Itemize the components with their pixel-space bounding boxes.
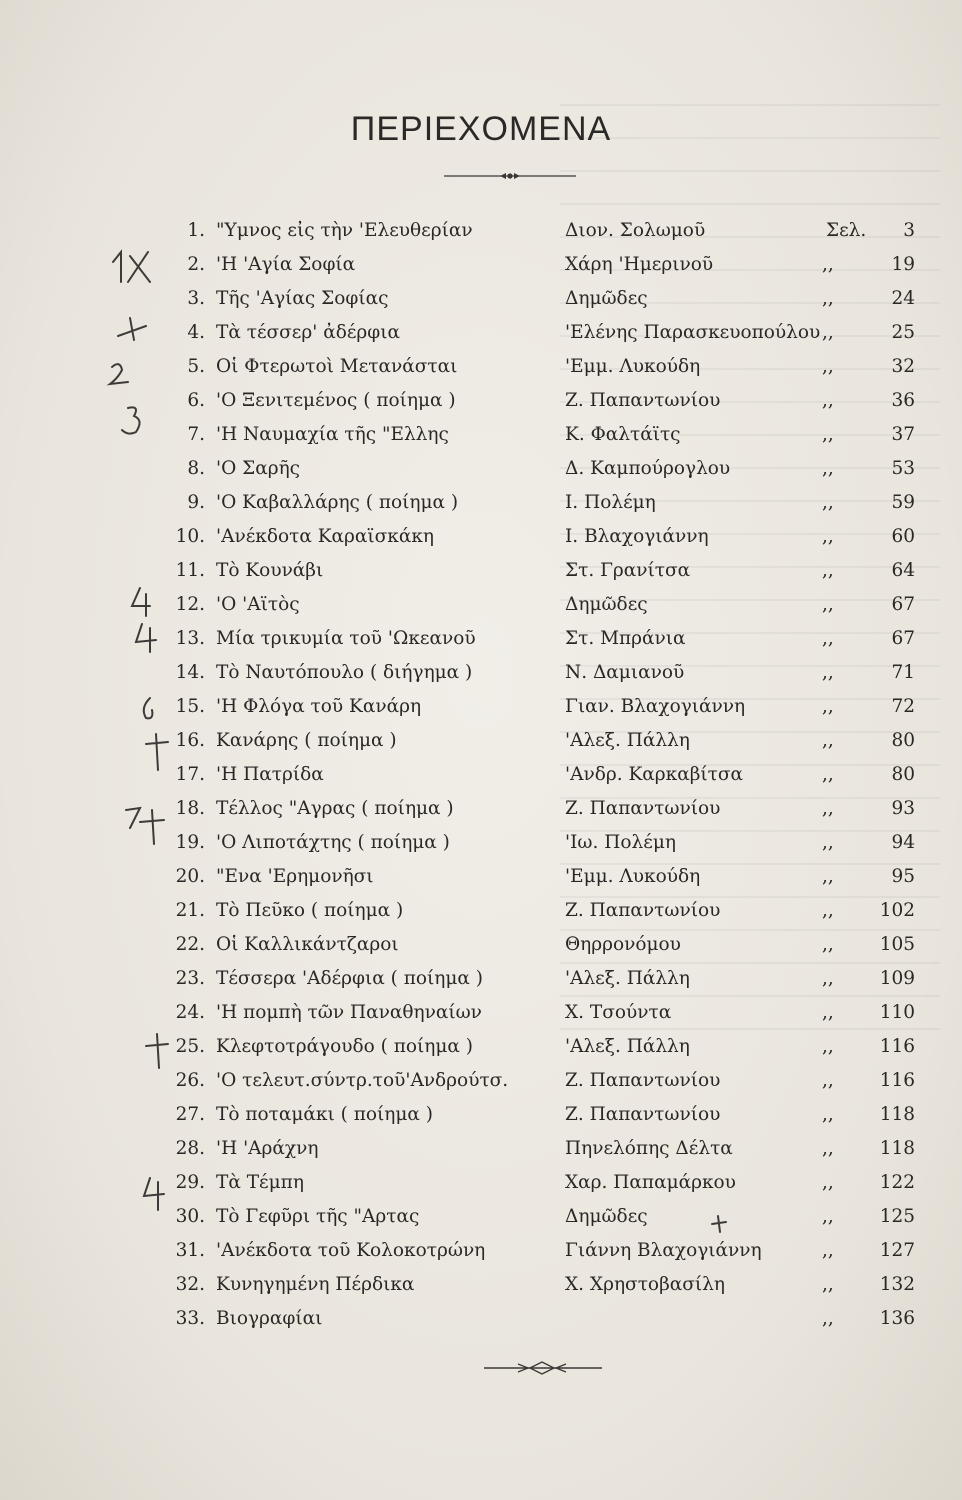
ditto-mark: ,, [822,1308,834,1329]
entry-number: 26. [175,1070,205,1091]
entry-author: Δημῶδες [565,1206,648,1227]
ditto-mark: ,, [822,798,834,819]
entry-title: Τέσσερα 'Αδέρφια ( ποίημα ) [216,968,483,989]
entry-author: Δημῶδες [565,594,648,615]
entry-title: "Υμνος εἰς τὴν 'Ελευθερίαν [216,220,473,241]
entry-author: Ν. Δαμιανοῦ [565,662,685,683]
entry-page-number: 116 [879,1070,915,1091]
entry-number: 19. [175,832,205,853]
entry-author: Πηνελόπης Δέλτα [565,1138,733,1159]
entry-title: Τέλλος "Αγρας ( ποίημα ) [216,798,454,819]
entry-page-number: 95 [891,866,915,887]
ditto-mark: ,, [822,526,834,547]
ditto-mark: ,, [822,458,834,479]
entry-number: 6. [187,390,205,411]
entry-author: 'Εμμ. Λυκούδη [565,356,701,377]
entry-title: 'Ο τελευτ.σύντρ.τοῦ'Ανδρούτσ. [216,1070,509,1091]
entry-title: Τὰ τέσσερ' ἀδέρφια [216,322,401,343]
entry-page-number: 53 [891,458,915,479]
entry-title: 'Η πομπὴ τῶν Παναθηναίων [216,1002,482,1023]
entry-number: 8. [187,458,205,479]
ditto-mark: ,, [822,832,834,853]
entry-page-number: 36 [891,390,915,411]
entry-number: 20. [175,866,205,887]
entry-number: 5. [187,356,205,377]
ditto-mark: ,, [822,968,834,989]
entry-author: Ζ. Παπαντωνίου [565,900,721,921]
entry-title: Κανάρης ( ποίημα ) [216,730,397,751]
ditto-mark: ,, [822,356,834,377]
toc-entry [0,1064,962,1098]
toc-entry [0,282,962,316]
entry-title: 'Η 'Αράχνη [216,1138,319,1159]
toc-entry [0,520,962,554]
entry-number: 14. [175,662,205,683]
toc-entry [0,622,962,656]
entry-author: Ι. Βλαχογιάννη [565,526,709,547]
entry-number: 4. [187,322,205,343]
entry-title: 'Η Ναυμαχία τῆς "Ελλης [216,424,449,445]
entry-number: 28. [175,1138,205,1159]
entry-title: 'Ο Λιποτάχτης ( ποίημα ) [216,832,450,853]
ditto-mark: ,, [822,1002,834,1023]
toc-entry [0,486,962,520]
entry-page-number: 3 [903,220,915,241]
entry-number: 3. [187,288,205,309]
entry-author: Θηρρονόμου [565,934,681,955]
toc-entry [0,554,962,588]
entry-page-number: 127 [879,1240,915,1261]
toc-entry [0,1030,962,1064]
entry-number: 9. [187,492,205,513]
ditto-mark: ,, [822,1206,834,1227]
ditto-mark: ,, [822,322,834,343]
entry-page-number: 109 [879,968,915,989]
toc-entry [0,350,962,384]
toc-entry [0,1166,962,1200]
entry-page-number: 136 [879,1308,915,1329]
entry-author: 'Ανδρ. Καρκαβίτσα [565,764,744,785]
entry-page-number: 37 [891,424,915,445]
entry-title: 'Ο Σαρῆς [216,458,301,479]
entry-page-number: 19 [891,254,915,275]
entry-title: 'Ανέκδοτα Καραϊσκάκη [216,526,434,547]
entry-number: 30. [175,1206,205,1227]
entry-author: Χαρ. Παπαμάρκου [565,1172,736,1193]
toc-entry [0,826,962,860]
ditto-mark: ,, [822,696,834,717]
toc-entry [0,656,962,690]
entry-page-number: 93 [891,798,915,819]
entry-author: 'Ιω. Πολέμη [565,832,676,853]
toc-entry [0,248,962,282]
toc-entry [0,860,962,894]
entry-title: Τὸ ποταμάκι ( ποίημα ) [216,1104,433,1125]
ditto-mark: ,, [822,934,834,955]
entry-page-number: 25 [891,322,915,343]
entry-title: 'Ανέκδοτα τοῦ Κολοκοτρώνη [216,1240,486,1261]
bottom-ornament-icon [478,1358,608,1378]
entry-number: 33. [175,1308,205,1329]
entry-page-number: 110 [879,1002,915,1023]
toc-entry [0,690,962,724]
entry-title: Βιογραφίαι [216,1308,323,1329]
toc-entry [0,996,962,1030]
toc-entry [0,1302,962,1336]
ditto-mark: ,, [822,390,834,411]
entry-author: Χ. Χρηστοβασίλη [565,1274,725,1295]
entry-title: Τὸ Κουνάβι [216,560,324,581]
entry-author: Γιαν. Βλαχογιάννη [565,696,746,717]
entry-page-number: 105 [879,934,915,955]
ditto-mark: ,, [822,900,834,921]
entry-title: 'Η Πατρίδα [216,764,324,785]
entry-title: 'Η 'Αγία Σοφία [216,254,356,275]
entry-number: 18. [175,798,205,819]
entry-page-number: 102 [879,900,915,921]
entry-author: Χάρη 'Ημερινοῦ [565,254,714,275]
toc-entry [0,418,962,452]
ditto-mark: ,, [822,730,834,751]
entry-author: Στ. Γρανίτσα [565,560,691,581]
entry-title: 'Ο Ξενιτεμένος ( ποίημα ) [216,390,456,411]
entry-author: 'Αλεξ. Πάλλη [565,1036,690,1057]
entry-author: Στ. Μπράνια [565,628,686,649]
entry-author: Γιάννη Βλαχογιάννη [565,1240,762,1261]
entry-title: Τὸ Γεφῦρι τῆς "Αρτας [216,1206,420,1227]
entry-page-number: 67 [891,594,915,615]
entry-title: Τὸ Ναυτόπουλο ( διήγημα ) [216,662,473,683]
ditto-mark: ,, [822,1172,834,1193]
entry-page-number: 118 [879,1138,915,1159]
entry-author: Κ. Φαλτάϊτς [565,424,681,445]
entry-number: 17. [175,764,205,785]
entry-number: 25. [175,1036,205,1057]
entry-number: 10. [175,526,205,547]
toc-entry [0,452,962,486]
entry-title: Οἱ Φτερωτοὶ Μετανάσται [216,356,458,377]
entry-number: 15. [175,696,205,717]
top-ornament-icon [440,168,580,184]
ditto-mark: ,, [822,424,834,445]
entry-page-number: 122 [879,1172,915,1193]
page-label: Σελ. [826,220,867,241]
entry-title: "Ενα 'Ερημονῆσι [216,866,374,887]
entry-page-number: 71 [891,662,915,683]
entry-author: Ζ. Παπαντωνίου [565,1070,721,1091]
entry-author: Ζ. Παπαντωνίου [565,798,721,819]
entry-page-number: 60 [891,526,915,547]
entry-author: Χ. Τσούντα [565,1002,672,1023]
entry-page-number: 118 [879,1104,915,1125]
entry-number: 12. [175,594,205,615]
entry-number: 21. [175,900,205,921]
entry-title: Οἱ Καλλικάντζαροι [216,934,399,955]
entry-author: Δ. Καμπούρογλου [565,458,731,479]
entry-title: Κλεφτοτράγουδο ( ποίημα ) [216,1036,474,1057]
entry-page-number: 80 [891,730,915,751]
toc-entry [0,962,962,996]
ditto-mark: ,, [822,254,834,275]
entry-page-number: 80 [891,764,915,785]
entry-page-number: 94 [891,832,915,853]
entry-number: 27. [175,1104,205,1125]
ditto-mark: ,, [822,288,834,309]
entry-title: Μία τρικυμία τοῦ 'Ωκεανοῦ [216,628,476,649]
entry-number: 32. [175,1274,205,1295]
entry-title: Κυνηγημένη Πέρδικα [216,1274,415,1295]
toc-entry [0,792,962,826]
toc-entry [0,1234,962,1268]
ditto-mark: ,, [822,1240,834,1261]
toc-entry [0,758,962,792]
toc-entry [0,894,962,928]
toc-entry [0,384,962,418]
page-title: ΠΕΡΙΕΧΟΜΕΝΑ [350,110,612,148]
table-of-contents [0,214,962,1336]
entry-number: 31. [175,1240,205,1261]
toc-entry [0,724,962,758]
entry-number: 24. [175,1002,205,1023]
toc-entry [0,214,962,248]
entry-author: 'Εμμ. Λυκούδη [565,866,701,887]
toc-entry [0,316,962,350]
entry-page-number: 24 [891,288,915,309]
ditto-mark: ,, [822,764,834,785]
entry-page-number: 125 [879,1206,915,1227]
entry-number: 7. [187,424,205,445]
entry-page-number: 64 [891,560,915,581]
entry-page-number: 116 [879,1036,915,1057]
ditto-mark: ,, [822,1274,834,1295]
entry-author: 'Ελένης Παρασκευοπούλου [565,322,821,343]
entry-number: 2. [187,254,205,275]
entry-number: 13. [175,628,205,649]
entry-page-number: 132 [879,1274,915,1295]
entry-number: 1. [187,220,205,241]
toc-entry [0,1132,962,1166]
entry-page-number: 67 [891,628,915,649]
toc-entry [0,588,962,622]
entry-title: 'Ο Καβαλλάρης ( ποίημα ) [216,492,459,513]
entry-number: 29. [175,1172,205,1193]
entry-number: 22. [175,934,205,955]
ditto-mark: ,, [822,594,834,615]
ditto-mark: ,, [822,1036,834,1057]
toc-entry [0,1268,962,1302]
ditto-mark: ,, [822,1104,834,1125]
entry-number: 23. [175,968,205,989]
entry-author: 'Αλεξ. Πάλλη [565,730,690,751]
ditto-mark: ,, [822,492,834,513]
entry-page-number: 72 [891,696,915,717]
ditto-mark: ,, [822,1070,834,1091]
ditto-mark: ,, [822,560,834,581]
toc-entry [0,928,962,962]
entry-author: Δημῶδες [565,288,648,309]
entry-title: 'Η Φλόγα τοῦ Κανάρη [216,696,422,717]
entry-title: Τὰ Τέμπη [216,1172,304,1193]
ditto-mark: ,, [822,866,834,887]
entry-title: Τὸ Πεῦκο ( ποίημα ) [216,900,404,921]
entry-author: 'Αλεξ. Πάλλη [565,968,690,989]
entry-author: Ζ. Παπαντωνίου [565,1104,721,1125]
entry-author: Διον. Σολωμοῦ [565,220,706,241]
ditto-mark: ,, [822,662,834,683]
entry-author: Ι. Πολέμη [565,492,656,513]
entry-title: 'Ο 'Αϊτὸς [216,594,300,615]
entry-author: Ζ. Παπαντωνίου [565,390,721,411]
ditto-mark: ,, [822,628,834,649]
entry-page-number: 59 [891,492,915,513]
toc-entry [0,1200,962,1234]
entry-number: 16. [175,730,205,751]
entry-page-number: 32 [891,356,915,377]
ditto-mark: ,, [822,1138,834,1159]
entry-title: Τῆς 'Αγίας Σοφίας [216,288,389,309]
toc-entry [0,1098,962,1132]
entry-number: 11. [175,560,205,581]
